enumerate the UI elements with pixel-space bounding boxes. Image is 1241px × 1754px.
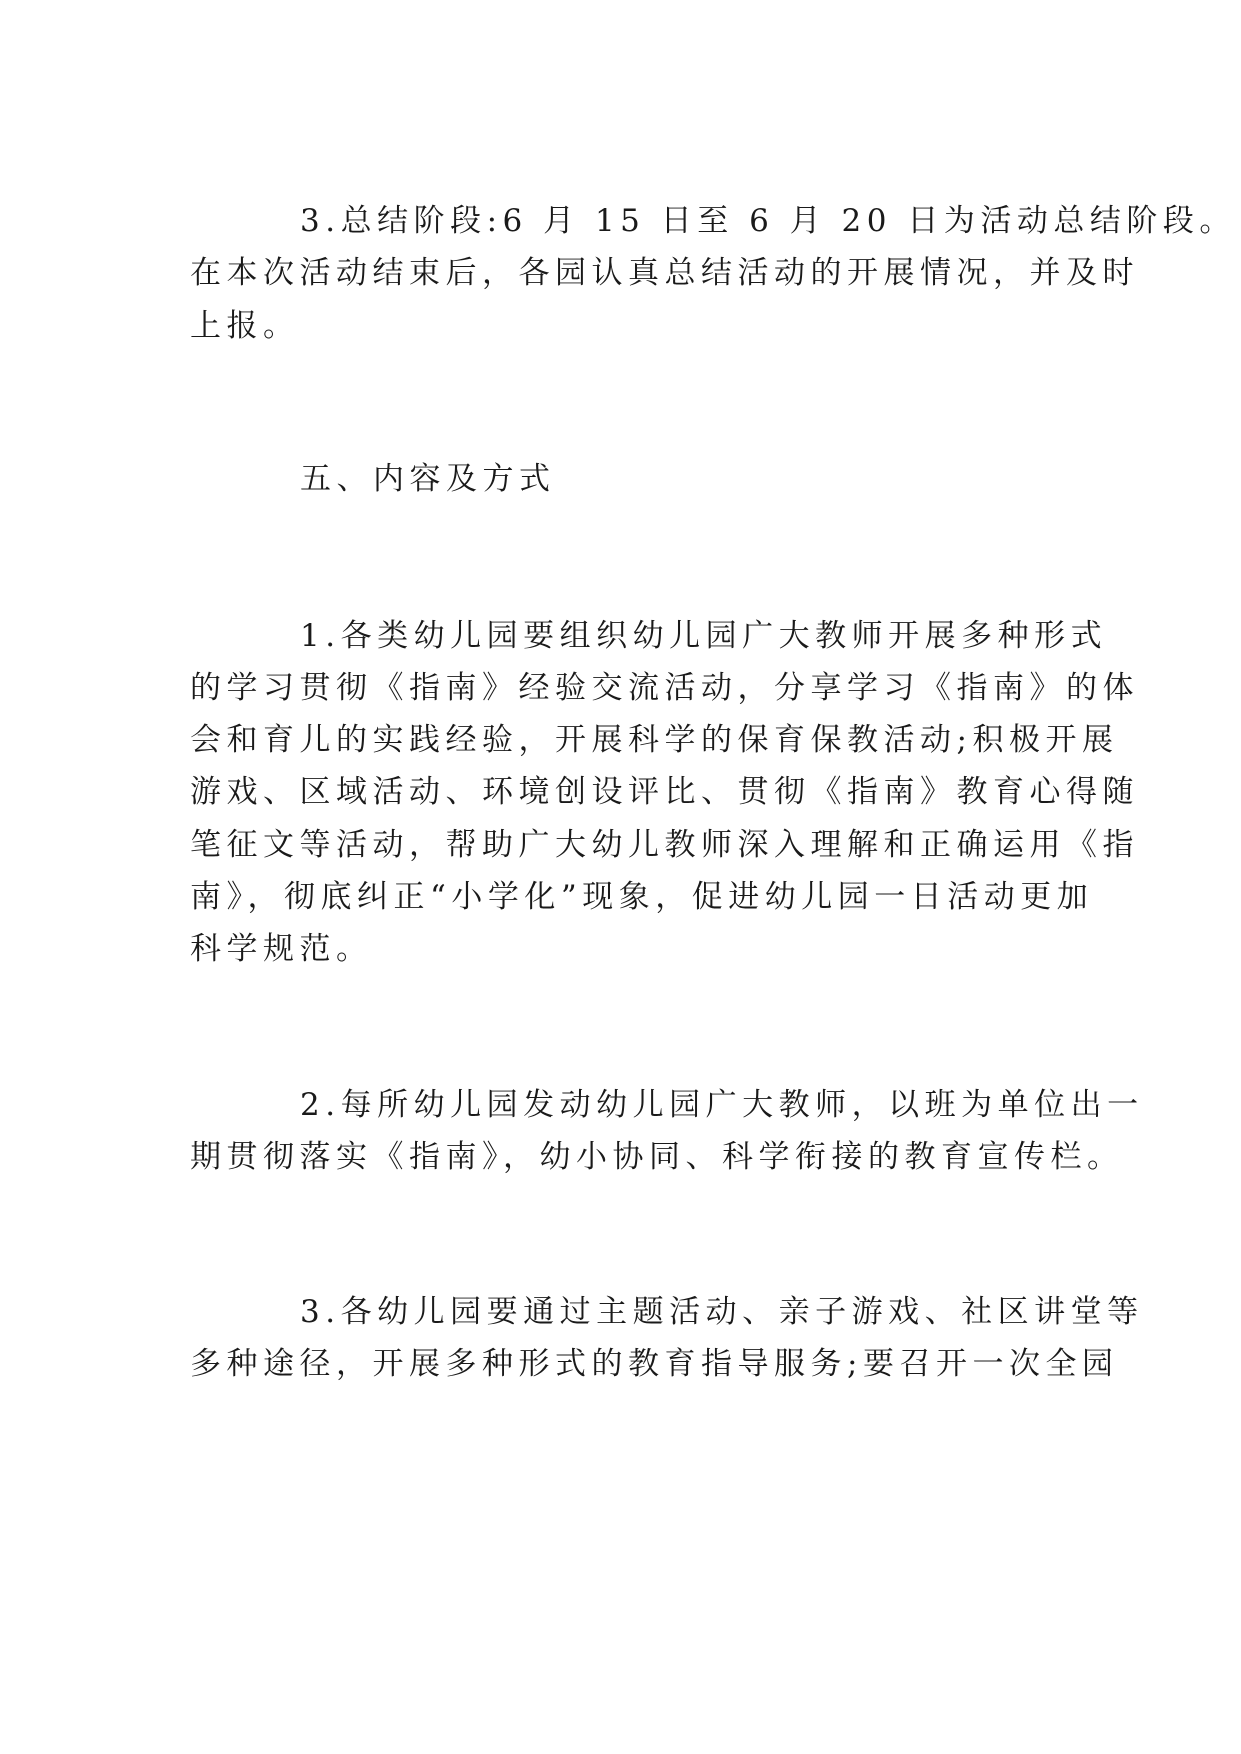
paragraph-line: 会和育儿的实践经验，开展科学的保育保教活动;积极开展 bbox=[190, 722, 1119, 758]
paragraph-line: 1.各类幼儿园要组织幼儿园广大教师开展多种形式 bbox=[300, 618, 1108, 654]
paragraph-line: 科学规范。 bbox=[190, 931, 373, 967]
paragraph-line: 南》，彻底纠正“小学化”现象，促进幼儿园一日活动更加 bbox=[190, 879, 1094, 915]
paragraph-line: 2.每所幼儿园发动幼儿园广大教师，以班为单位出一 bbox=[300, 1087, 1144, 1123]
paragraph-line: 游戏、区域活动、环境创设评比、贯彻《指南》教育心得随 bbox=[190, 774, 1139, 810]
paragraph-line: 多种途径，开展多种形式的教育指导服务;要召开一次全园 bbox=[190, 1346, 1119, 1382]
paragraph-line: 笔征文等活动，帮助广大幼儿教师深入理解和正确运用《指 bbox=[190, 827, 1139, 863]
paragraph-line: 在本次活动结束后，各园认真总结活动的开展情况，并及时 bbox=[190, 255, 1139, 291]
paragraph-line: 的学习贯彻《指南》经验交流活动，分享学习《指南》的体 bbox=[190, 670, 1139, 706]
paragraph-line: 3.各幼儿园要通过主题活动、亲子游戏、社区讲堂等 bbox=[300, 1294, 1144, 1330]
paragraph-line: 期贯彻落实《指南》，幼小协同、科学衔接的教育宣传栏。 bbox=[190, 1139, 1124, 1175]
section-heading: 五、内容及方式 bbox=[300, 461, 556, 497]
paragraph-line: 3.总结阶段:6 月 15 日至 6 月 20 日为活动总结阶段。 bbox=[300, 203, 1236, 239]
paragraph-line: 上报。 bbox=[190, 308, 300, 344]
